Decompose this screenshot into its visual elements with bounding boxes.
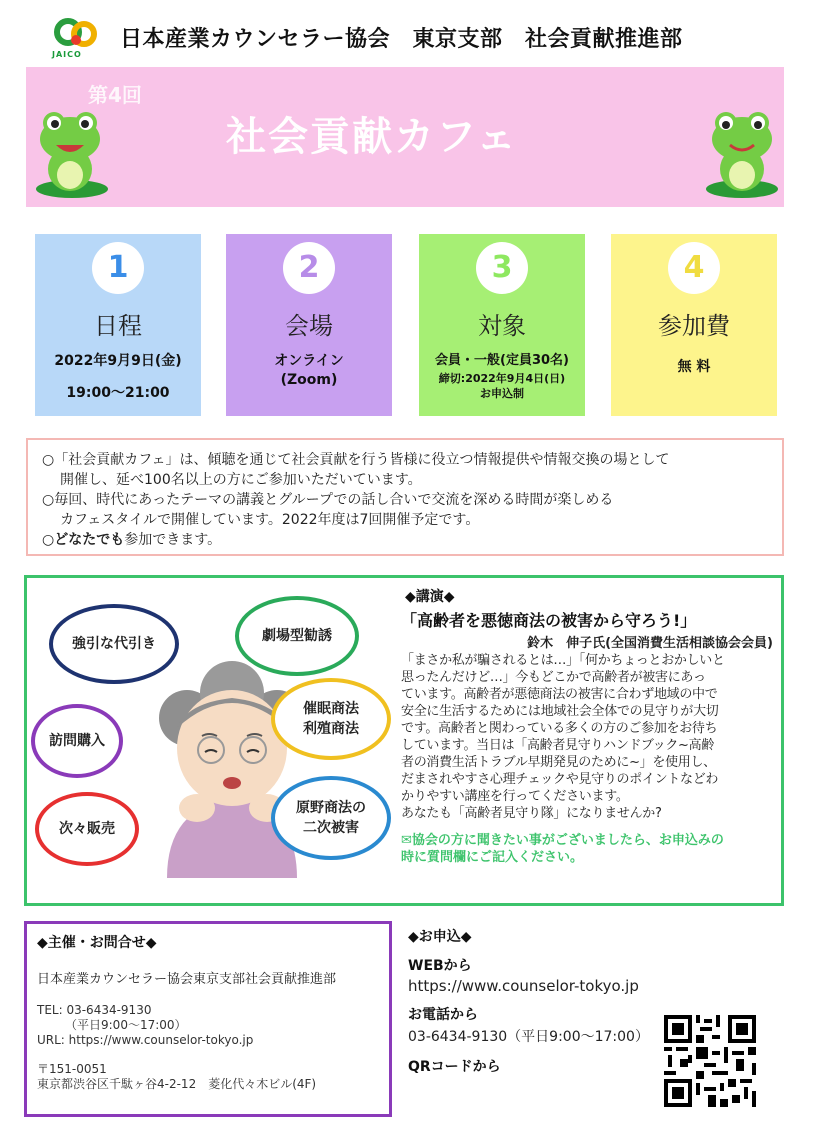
info-box-fee [611,234,777,416]
contact-address: 東京都渋谷区千駄ヶ谷4-2-12 菱化代々木ビル(4F) [37,1077,317,1091]
info-detail: 締切:2022年9月4日(日) [438,372,566,385]
apply-web-label: WEBから [408,958,472,974]
info-label: 日程 [94,312,142,340]
lecture-note [401,832,781,866]
bubble-text: 劇場型勧誘 [262,628,332,644]
bubble-land-fraud [271,776,391,860]
apply-phone[interactable]: 03-6434-9130（平日9:00～17:00） [408,1029,649,1045]
description-line: カフェスタイルで開催しています。2022年度は7回開催予定です。 [60,512,480,528]
description-line [42,530,768,550]
bubble-door-to-door [31,704,123,778]
info-box-target [419,234,585,416]
info-detail: (Zoom) [280,372,338,388]
lecture-speaker: 鈴木 伸子氏(全国消費生活相談協会会員) [527,636,773,651]
frog-right-icon [702,107,782,199]
description-text: 参加できます。 [124,532,222,548]
description-line: ○「社会貢献カフェ」は、傾聴を通じて社会貢献を行う皆様に役立つ情報提供や情報交換の場として [42,452,670,468]
note-line: 時に質問欄にご記入ください。 [401,850,584,865]
bullet-mark: ○ [42,532,55,548]
bubble-text: 次々販売 [59,821,115,837]
lecture-line: だまされやすさ心理チェックや見守りのポイントなどわ [401,772,719,787]
description-box [26,438,784,556]
lecture-line: 思ったんだけど…」今もどこかで高齢者が被害にあっ [401,670,706,685]
lecture-line: ています。高齢者が悪徳商法の被害に合わず地域の中で [401,687,718,702]
contact-url[interactable]: URL: https://www.counselor-tokyo.jp [37,1033,254,1047]
bubble-forced-cod [49,604,179,684]
info-number: 1 [92,242,144,294]
apply-heading: ◆お申込◆ [408,929,472,945]
info-box-schedule [35,234,201,416]
info-detail: 19:00～21:00 [66,385,170,401]
apply-qr-label: QRコードから [408,1059,501,1075]
bubble-text: 訪問購入 [49,733,105,749]
contact-box [24,921,392,1117]
info-detail: 無 料 [677,359,711,375]
description-line: 開催し、延べ100名以上の方にご参加いただいています。 [60,472,422,488]
logo-text: JAICO [52,50,82,59]
bubble-text: 原野商法の [296,800,366,816]
event-banner [26,67,784,207]
lecture-body [401,652,781,822]
description-line: ○毎回、時代にあったテーマの講義とグループでの話し合いで交流を深める時間が楽しめる [42,492,614,508]
apply-phone-label: お電話から [408,1007,478,1023]
info-number: 3 [476,242,528,294]
info-box-venue [226,234,392,416]
info-label: 参加費 [658,312,730,340]
bubble-serial-sales [35,792,139,866]
contact-organization: 日本産業カウンセラー協会東京支部社会貢献推進部 [37,972,337,987]
lecture-heading: ◆講演◆ [405,589,455,605]
bubble-text: 利殖商法 [303,721,359,737]
contact-hours: （平日9:00～17:00） [65,1018,187,1032]
info-label: 対象 [478,312,526,340]
lecture-line: です。高齢者と関わっている多くの方のご参加をお待ち [401,721,718,736]
bubble-text: 二次被害 [303,820,359,836]
event-title: 社会貢献カフェ [226,114,518,160]
contact-zip: 〒151-0051 [37,1062,107,1076]
header [0,0,816,66]
info-label: 会場 [285,312,333,340]
lecture-title: 「高齢者を悪徳商法の被害から守ろう!」 [401,611,697,630]
emphasis-text: どなたでも [54,532,125,548]
lecture-box [24,575,784,906]
bubble-hypnotic-sales [271,678,391,760]
info-detail: オンライン [274,353,344,369]
lecture-line: かりやすい講座を行ってくださいます。 [401,789,629,804]
bubble-text: 催眠商法 [303,701,359,717]
lecture-line: 者の消費生活トラブル早期発見のために~」を使用し、 [401,755,716,770]
info-detail: お申込制 [480,387,524,400]
frog-left-icon [30,107,110,199]
info-number: 2 [283,242,335,294]
info-number: 4 [668,242,720,294]
info-detail: 会員・一般(定員30名) [435,353,569,368]
qr-code-icon[interactable] [664,1015,756,1107]
lecture-info [401,586,781,866]
contact-tel[interactable]: TEL: 03-6434-9130 [37,1003,152,1017]
lecture-line: 安全に生活するためには地域社会全体での見守りが大切 [401,704,719,719]
lecture-line: しています。当日は「高齢者見守りハンドブック~高齢 [401,738,715,753]
info-detail: 2022年9月9日(金) [54,353,182,369]
bubble-theater-sales [235,596,359,676]
note-line: ✉協会の方に聞きたい事がございましたら、お申込みの [401,833,724,848]
lecture-line: あなたも「高齢者見守り隊」になりませんか? [401,806,662,821]
organization-title: 日本産業カウンセラー協会 東京支部 社会貢献推進部 [120,27,683,52]
bubble-text: 強引な代引き [72,636,156,652]
lecture-line: 「まさか私が騙されるとは…」「何かちょっとおかしいと [401,653,725,668]
apply-web-url[interactable]: https://www.counselor-tokyo.jp [408,977,639,995]
contact-heading: ◆主催・お問合せ◆ [37,935,157,951]
event-round: 第4回 [88,83,142,107]
